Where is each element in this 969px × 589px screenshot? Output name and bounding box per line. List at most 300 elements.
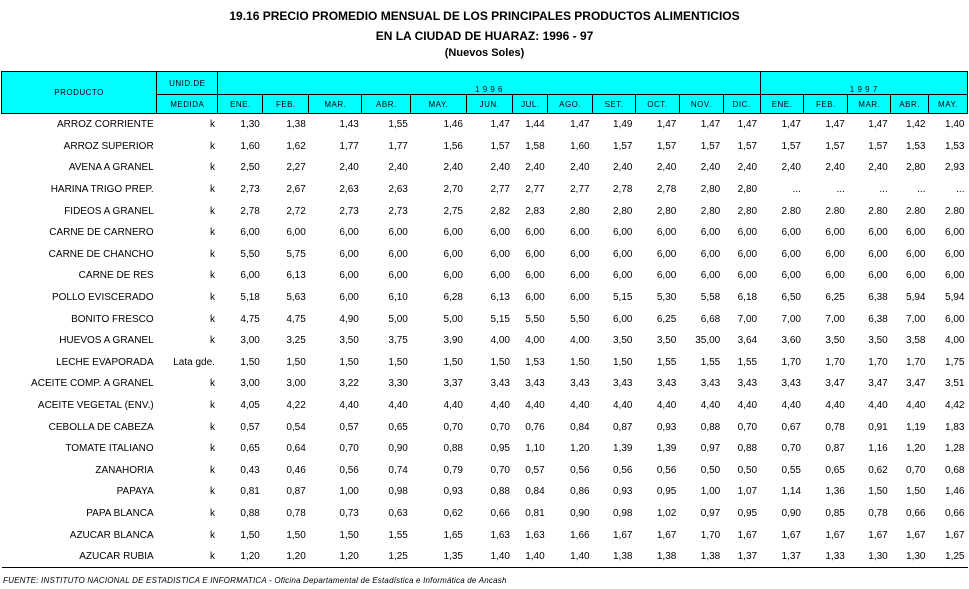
- table-row: [2, 330, 968, 352]
- price-cell: 0,84: [570, 421, 590, 433]
- price-cell: 4,40: [825, 400, 845, 412]
- price-cell: 6,00: [945, 227, 965, 239]
- price-cell: 2,77: [525, 184, 545, 196]
- price-cell: 0,76: [525, 421, 545, 433]
- price-cell: 2,78: [240, 205, 260, 217]
- price-cell: 6,38: [868, 313, 888, 325]
- price-cell: 1,40: [548, 546, 593, 568]
- price-cell: 1,25: [929, 546, 968, 568]
- price-cell: 4,40: [490, 400, 510, 412]
- price-cell: 1,57: [612, 140, 633, 152]
- price-cell: 0,88: [700, 421, 721, 433]
- price-cell: 6,00: [906, 227, 926, 239]
- product-name: FIDEOS A GRANEL: [64, 205, 154, 217]
- unit-cell: k: [209, 227, 215, 239]
- price-cell: 6,00: [490, 270, 510, 282]
- unit-cell: k: [157, 546, 218, 568]
- price-cell: 1,30: [240, 119, 260, 131]
- price-cell: 0,87: [612, 421, 633, 433]
- price-cell: 6,13: [286, 270, 306, 282]
- price-cell: ...: [792, 184, 801, 196]
- year-1997-header: 1 9 9 7: [760, 72, 967, 95]
- price-cell: 1,30: [891, 546, 929, 568]
- price-cell: 0,50: [737, 464, 758, 476]
- price-cell: 2,80: [656, 205, 677, 217]
- price-cell: 0,56: [570, 464, 590, 476]
- price-cell: 2,78: [656, 184, 677, 196]
- product-name: ARROZ CORRIENTE: [57, 119, 154, 131]
- price-cell: 1,50: [443, 356, 463, 368]
- price-cell: 1,50: [388, 356, 408, 368]
- price-cell: 6,00: [945, 270, 965, 282]
- price-cell: 1,70: [868, 356, 888, 368]
- price-cell: 1,55: [700, 356, 721, 368]
- price-cell: 2,73: [388, 205, 408, 217]
- price-cell: 1,65: [443, 529, 463, 541]
- price-cell: 1,36: [825, 486, 845, 498]
- price-cell: 0,70: [490, 464, 510, 476]
- price-cell: 6,00: [240, 270, 260, 282]
- price-cell: 6,13: [490, 292, 510, 304]
- price-cell: 1,57: [737, 140, 758, 152]
- price-cell: 3,50: [339, 335, 359, 347]
- price-cell: ...: [956, 184, 965, 196]
- price-cell: 6,00: [781, 248, 801, 260]
- price-cell: 1,62: [286, 140, 306, 152]
- price-cell: 2,63: [339, 184, 359, 196]
- price-cell: 2,40: [737, 162, 758, 174]
- month-header: JUL.: [513, 95, 548, 114]
- price-cell: 0,50: [700, 464, 721, 476]
- month-header: ABR.: [891, 95, 929, 114]
- price-cell: 2.80: [868, 205, 888, 217]
- price-cell: 1,47: [868, 119, 888, 131]
- price-cell: 1,50: [339, 529, 359, 541]
- price-cell: 0,78: [868, 507, 888, 519]
- price-cell: 3,37: [443, 378, 463, 390]
- price-cell: 0,54: [286, 421, 306, 433]
- table-row: [2, 179, 968, 201]
- month-header: MAR.: [309, 95, 362, 114]
- table-row: [2, 438, 968, 460]
- price-cell: 1,50: [490, 356, 510, 368]
- table-row: [2, 136, 968, 158]
- price-cell: 4,75: [240, 313, 260, 325]
- price-cell: 0,90: [388, 443, 408, 455]
- price-cell: ...: [917, 184, 926, 196]
- price-cell: 6,00: [570, 270, 590, 282]
- price-cell: 2,83: [525, 205, 545, 217]
- price-cell: 5,94: [945, 292, 965, 304]
- price-cell: 0,90: [781, 507, 801, 519]
- price-cell: 3,58: [906, 335, 926, 347]
- price-cell: 0,95: [656, 486, 677, 498]
- price-cell: 4,42: [945, 400, 965, 412]
- price-cell: 1,16: [868, 443, 888, 455]
- price-cell: 1,46: [945, 486, 965, 498]
- table-row: [2, 200, 968, 222]
- price-cell: 2,40: [339, 162, 359, 174]
- product-name: HARINA TRIGO PREP.: [50, 184, 154, 196]
- price-cell: 3,30: [388, 378, 408, 390]
- price-cell: 2,80: [612, 205, 633, 217]
- price-cell: 1,39: [612, 443, 633, 455]
- price-cell: 4,00: [570, 335, 590, 347]
- price-cell: 2,40: [700, 162, 721, 174]
- price-cell: 1,47: [490, 119, 510, 131]
- price-cell: 6,00: [443, 227, 463, 239]
- price-cell: 4,40: [525, 400, 545, 412]
- price-cell: 4,40: [388, 400, 408, 412]
- price-cell: 1,44: [525, 119, 545, 131]
- price-cell: 6,28: [443, 292, 463, 304]
- price-cell: 4,00: [945, 335, 965, 347]
- price-cell: 6,00: [612, 248, 633, 260]
- unit-cell: k: [209, 184, 215, 196]
- month-header: ENE.: [760, 95, 804, 114]
- month-header: JUN.: [466, 95, 513, 114]
- unit-cell: k: [209, 486, 215, 498]
- price-cell: 4,22: [286, 400, 306, 412]
- price-cell: 1,55: [656, 356, 677, 368]
- price-cell: 0,95: [490, 443, 510, 455]
- price-cell: 6,00: [737, 227, 758, 239]
- table-row: [2, 222, 968, 244]
- price-cell: 1,67: [825, 529, 845, 541]
- price-cell: 0,88: [443, 443, 463, 455]
- price-cell: 1,25: [362, 546, 411, 568]
- price-cell: 1,53: [906, 140, 926, 152]
- month-header: FEB.: [263, 95, 309, 114]
- month-header: FEB.: [804, 95, 848, 114]
- table-row: [2, 416, 968, 438]
- price-cell: 6,00: [700, 248, 721, 260]
- table-row: [2, 395, 968, 417]
- price-cell: 0,65: [825, 464, 845, 476]
- price-cell: 2,40: [388, 162, 408, 174]
- product-name: POLLO EVISCERADO: [51, 292, 154, 304]
- price-cell: 1,35: [411, 546, 466, 568]
- unit-cell: k: [209, 335, 215, 347]
- product-name: ACEITE COMP. A GRANEL: [31, 378, 154, 390]
- table-row: [2, 503, 968, 525]
- price-cell: 6,00: [700, 227, 721, 239]
- unit-cell: k: [209, 140, 215, 152]
- price-cell: 1,30: [848, 546, 891, 568]
- price-cell: 6,00: [906, 248, 926, 260]
- price-cell: 0,56: [339, 464, 359, 476]
- price-cell: 3,43: [525, 378, 545, 390]
- price-cell: 6,00: [945, 313, 965, 325]
- price-cell: 0,57: [240, 421, 260, 433]
- price-cell: 1,20: [263, 546, 309, 568]
- table-row: [2, 524, 968, 546]
- price-cell: 1,50: [612, 356, 633, 368]
- price-cell: 6,50: [781, 292, 801, 304]
- table-units: (Nuevos Soles): [444, 47, 525, 59]
- price-cell: 3,47: [825, 378, 845, 390]
- price-cell: 1,43: [339, 119, 359, 131]
- price-cell: 2,67: [286, 184, 306, 196]
- price-cell: 2,72: [286, 205, 306, 217]
- price-cell: 0,81: [525, 507, 545, 519]
- price-cell: 7,00: [906, 313, 926, 325]
- price-cell: 3,43: [700, 378, 721, 390]
- price-cell: 0,70: [906, 464, 926, 476]
- price-cell: 1,00: [700, 486, 721, 498]
- price-cell: 6,00: [868, 248, 888, 260]
- product-name: CARNE DE CARNERO: [49, 227, 154, 239]
- price-cell: 0,90: [570, 507, 590, 519]
- price-cell: 6,00: [700, 270, 721, 282]
- price-cell: 2,40: [825, 162, 845, 174]
- price-cell: 1,57: [656, 140, 677, 152]
- price-cell: 6,00: [339, 292, 359, 304]
- price-cell: 5,18: [240, 292, 260, 304]
- price-cell: 1,00: [339, 486, 359, 498]
- price-cell: 2,27: [286, 162, 306, 174]
- unit-cell: k: [209, 270, 215, 282]
- price-cell: 2,80: [906, 162, 926, 174]
- price-cell: 1,67: [612, 529, 633, 541]
- price-cell: 0,67: [781, 421, 801, 433]
- price-cell: 1,37: [760, 546, 804, 568]
- price-cell: 2,40: [612, 162, 633, 174]
- price-cell: 5,58: [700, 292, 721, 304]
- price-cell: 5,30: [656, 292, 677, 304]
- price-cell: 0,84: [525, 486, 545, 498]
- price-cell: 1,70: [700, 529, 721, 541]
- price-cell: 2,40: [781, 162, 801, 174]
- price-cell: 3,43: [781, 378, 801, 390]
- price-cell: 3,43: [737, 378, 758, 390]
- price-cell: 0,62: [443, 507, 463, 519]
- product-name: ZANAHORIA: [95, 464, 154, 476]
- unit-header-line2: MEDIDA: [157, 95, 218, 114]
- unit-cell: k: [209, 400, 215, 412]
- table-row: [2, 546, 968, 568]
- product-header: PRODUCTO: [2, 72, 157, 114]
- price-cell: 1,55: [737, 356, 758, 368]
- price-cell: 1,60: [570, 140, 590, 152]
- price-cell: 1,83: [945, 421, 965, 433]
- price-cell: 1,57: [700, 140, 721, 152]
- price-cell: 4,40: [700, 400, 721, 412]
- price-cell: 2,73: [339, 205, 359, 217]
- price-cell: 1,67: [656, 529, 677, 541]
- table-row: [2, 308, 968, 330]
- price-cell: 2,80: [737, 184, 758, 196]
- price-cell: 1,38: [635, 546, 679, 568]
- product-name: AZUCAR BLANCA: [69, 529, 154, 541]
- price-cell: 2,73: [240, 184, 260, 196]
- price-cell: 1,47: [700, 119, 721, 131]
- price-cell: 1,77: [388, 140, 408, 152]
- price-cell: 6,00: [443, 270, 463, 282]
- price-cell: 5,15: [612, 292, 633, 304]
- price-cell: 35,00: [695, 335, 721, 347]
- price-cell: 6,00: [388, 270, 408, 282]
- table-row: [2, 244, 968, 266]
- price-cell: 6,00: [945, 248, 965, 260]
- price-cell: 2,80: [737, 205, 758, 217]
- price-cell: 1,20: [309, 546, 362, 568]
- unit-cell: k: [209, 421, 215, 433]
- price-cell: 1,67: [737, 529, 758, 541]
- product-name: PAPAYA: [116, 486, 154, 498]
- price-cell: 0,57: [339, 421, 359, 433]
- price-cell: 1,20: [906, 443, 926, 455]
- unit-cell: k: [209, 378, 215, 390]
- price-cell: 1,50: [339, 356, 359, 368]
- price-cell: 0,56: [656, 464, 677, 476]
- table-row: [2, 287, 968, 309]
- unit-cell: k: [209, 248, 215, 260]
- price-cell: 2,93: [945, 162, 965, 174]
- price-cell: 6,00: [781, 270, 801, 282]
- price-cell: 6,00: [339, 248, 359, 260]
- price-cell: 1,20: [570, 443, 590, 455]
- price-cell: 0,46: [286, 464, 306, 476]
- price-cell: 2,50: [240, 162, 260, 174]
- unit-cell: k: [209, 443, 215, 455]
- price-cell: 4,40: [781, 400, 801, 412]
- price-cell: 7,00: [737, 313, 758, 325]
- table-body: [2, 114, 968, 568]
- price-cell: ...: [836, 184, 845, 196]
- price-cell: 1,50: [286, 356, 306, 368]
- price-cell: 5,50: [525, 313, 545, 325]
- price-cell: 1,47: [570, 119, 590, 131]
- month-header: DIC.: [723, 95, 760, 114]
- price-cell: 1,70: [825, 356, 845, 368]
- price-cell: 1,20: [218, 546, 263, 568]
- price-cell: 5,50: [240, 248, 260, 260]
- price-cell: 3,43: [612, 378, 633, 390]
- price-cell: 0,95: [737, 507, 758, 519]
- price-cell: 5,00: [388, 313, 408, 325]
- unit-header-line1: UNID.DE: [157, 72, 218, 95]
- price-cell: 5,94: [906, 292, 926, 304]
- price-cell: 3,50: [825, 335, 845, 347]
- price-cell: 0,43: [240, 464, 260, 476]
- price-cell: 1,67: [906, 529, 926, 541]
- price-cell: 6,00: [825, 227, 845, 239]
- table-row: [2, 373, 968, 395]
- price-cell: 0,81: [240, 486, 260, 498]
- price-cell: 0,65: [240, 443, 260, 455]
- price-cell: 2,40: [443, 162, 463, 174]
- price-cell: 6,00: [525, 248, 545, 260]
- price-cell: 1,47: [656, 119, 677, 131]
- table-row: [2, 157, 968, 179]
- price-cell: 1,53: [945, 140, 965, 152]
- price-cell: 1,75: [945, 356, 965, 368]
- product-name: TOMATE ITALIANO: [65, 443, 154, 455]
- price-cell: 0,68: [945, 464, 965, 476]
- product-name: BONITO FRESCO: [71, 313, 154, 325]
- price-cell: 6,00: [525, 292, 545, 304]
- price-cell: 2,40: [525, 162, 545, 174]
- price-cell: 1,57: [825, 140, 845, 152]
- price-cell: 6,00: [443, 248, 463, 260]
- price-cell: 5,75: [286, 248, 306, 260]
- price-cell: 0,66: [906, 507, 926, 519]
- price-cell: 2,40: [656, 162, 677, 174]
- price-cell: 3,50: [656, 335, 677, 347]
- price-cell: 0,62: [868, 464, 888, 476]
- price-cell: 1,63: [490, 529, 510, 541]
- price-cell: 0,66: [490, 507, 510, 519]
- price-cell: 3,25: [286, 335, 306, 347]
- price-cell: 0,97: [700, 443, 721, 455]
- price-cell: 0,97: [700, 507, 721, 519]
- unit-cell: k: [209, 313, 215, 325]
- price-cell: 6,00: [612, 227, 633, 239]
- product-name: CEBOLLA DE CABEZA: [48, 421, 154, 433]
- table-subtitle: EN LA CIUDAD DE HUARAZ: 1996 - 97: [375, 29, 594, 43]
- price-cell: 1,50: [868, 486, 888, 498]
- price-cell: 1,67: [868, 529, 888, 541]
- price-cell: 6,00: [525, 227, 545, 239]
- price-cell: 0,88: [737, 443, 758, 455]
- price-cell: 6,00: [737, 248, 758, 260]
- price-cell: 0,78: [286, 507, 306, 519]
- unit-cell: Lata gde.: [173, 356, 215, 368]
- price-cell: 0,87: [825, 443, 845, 455]
- price-cell: 0,70: [737, 421, 758, 433]
- price-cell: 5,63: [286, 292, 306, 304]
- month-header: ENE.: [218, 95, 263, 114]
- price-cell: 0,74: [388, 464, 408, 476]
- price-cell: 6,00: [388, 227, 408, 239]
- price-cell: 0,70: [339, 443, 359, 455]
- product-name: PAPA BLANCA: [86, 507, 154, 519]
- product-name: AZUCAR RUBIA: [2, 546, 157, 568]
- price-cell: 2,40: [570, 162, 590, 174]
- price-table: [1, 71, 968, 568]
- table-row: [2, 481, 968, 503]
- year-1996-header: 1 9 9 6: [218, 72, 760, 95]
- price-cell: 1,70: [906, 356, 926, 368]
- product-name: ARROZ SUPERIOR: [63, 140, 154, 152]
- price-cell: 3,75: [388, 335, 408, 347]
- price-cell: 3,90: [443, 335, 463, 347]
- product-name: CARNE DE CHANCHO: [48, 248, 154, 260]
- price-cell: 3,47: [906, 378, 926, 390]
- price-cell: 5,50: [570, 313, 590, 325]
- source-note: FUENTE: INSTITUTO NACIONAL DE ESTADISTICA E INFORMATICA - Oficina Departamental de Estadística e Informática de Ancash: [3, 576, 507, 585]
- price-cell: 1,50: [240, 356, 260, 368]
- price-cell: 1,55: [388, 529, 408, 541]
- price-cell: 1,07: [737, 486, 758, 498]
- price-cell: 3,60: [781, 335, 801, 347]
- price-cell: 6,00: [825, 248, 845, 260]
- price-cell: 5,00: [443, 313, 463, 325]
- price-cell: 6,00: [868, 270, 888, 282]
- price-cell: 6,10: [388, 292, 408, 304]
- price-cell: 1,57: [490, 140, 510, 152]
- price-cell: 1,14: [781, 486, 801, 498]
- price-cell: 4,00: [490, 335, 510, 347]
- price-cell: 1,63: [525, 529, 545, 541]
- unit-cell: k: [209, 529, 215, 541]
- price-cell: 3,43: [656, 378, 677, 390]
- price-cell: 0,57: [525, 464, 545, 476]
- price-cell: 0,93: [443, 486, 463, 498]
- product-name: ACEITE VEGETAL (ENV.): [37, 400, 154, 412]
- price-cell: 0,86: [570, 486, 590, 498]
